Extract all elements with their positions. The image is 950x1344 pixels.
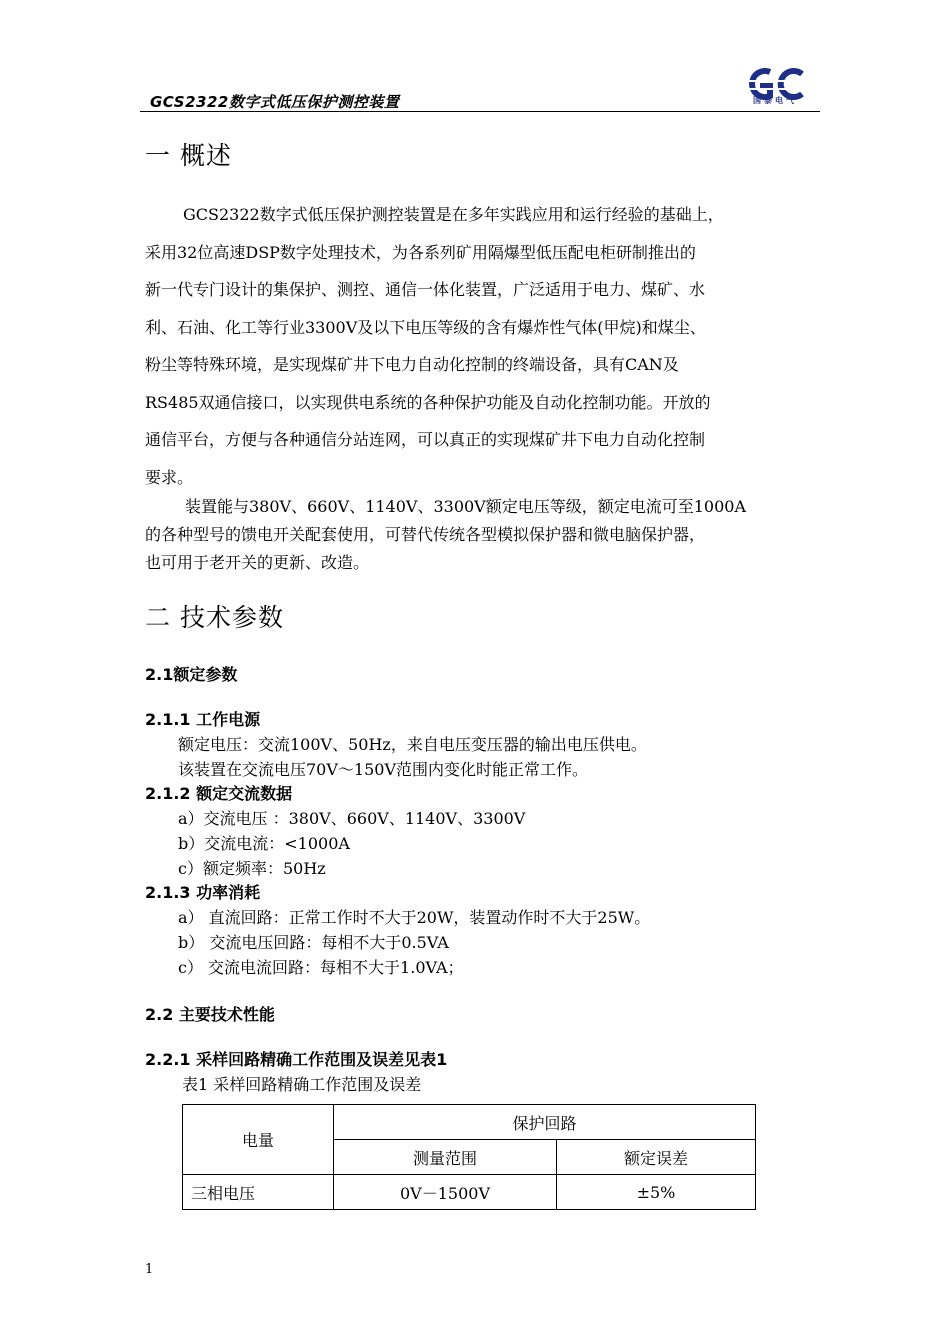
paragraph-line: 采用32位高速DSP数字处理技术，为各系列矿用隔爆型低压配电柜研制推出的: [145, 242, 696, 262]
paragraph-line: 新一代专门设计的集保护、测控、通信一体化装置，广泛适用于电力、煤矿、水: [145, 280, 706, 299]
overview-paragraph-1: [145, 196, 817, 496]
table-header-cell: 测量范围: [334, 1140, 557, 1175]
table-header-cell: 额定误差: [557, 1140, 756, 1175]
header-divider: [140, 111, 820, 112]
list-item: a）交流电压 ：380V、660V、1140V、3300V: [178, 809, 526, 828]
list-item: c）额定频率：50Hz: [178, 859, 326, 878]
list-item: c） 交流电流回路：每相不大于1.0VA；: [178, 958, 464, 977]
subsection-heading-2-1-1: 2.1.1 工作电源: [145, 710, 261, 729]
subsection-heading-2-1: 2.1额定参数: [145, 665, 238, 684]
subsection-heading-2-2-1: 2.2.1 采样回路精确工作范围及误差见表1: [145, 1050, 448, 1069]
header-title: GCS2322数字式低压保护测控装置: [150, 93, 400, 111]
sampling-range-table: [182, 1104, 756, 1210]
table-cell: 三相电压: [183, 1175, 334, 1210]
paragraph-line: 的各种型号的馈电开关配套使用，可替代传统各型模拟保护器和微电脑保护器，: [145, 525, 706, 544]
paragraph-line: 要求。: [145, 467, 194, 487]
paragraph-line: RS485双通信接口，以实现供电系统的各种保护功能及自动化控制功能。开放的: [145, 392, 711, 412]
paragraph-line: 也可用于老开关的更新、改造。: [145, 553, 370, 572]
table-header-cell: 电量: [183, 1105, 334, 1175]
table-cell: 0V－1500V: [334, 1175, 557, 1210]
subsection-heading-2-1-3: 2.1.3 功率消耗: [145, 883, 261, 902]
paragraph-line: 装置能与380V、660V、1140V、3300V额定电压等级，额定电流可至1000A: [185, 497, 747, 516]
paragraph-line: 利、石油、化工等行业3300V及以下电压等级的含有爆炸性气体(甲烷)和煤尘、: [145, 317, 706, 337]
text-line: 该装置在交流电压70V～150V范围内变化时能正常工作。: [178, 760, 589, 779]
table-header-cell: 保护回路: [334, 1105, 756, 1140]
paragraph-line: 通信平台，方便与各种通信分站连网，可以真正的实现煤矿井下电力自动化控制: [145, 430, 706, 449]
table-row: [183, 1175, 756, 1210]
list-item: a） 直流回路：正常工作时不大于20W，装置动作时不大于25W。: [178, 908, 651, 927]
page-number: 1: [145, 1262, 154, 1277]
logo-text: 国泰电气: [753, 96, 797, 105]
paragraph-line: 粉尘等特殊环境，是实现煤矿井下电力自动化控制的终端设备，具有CAN及: [145, 355, 679, 374]
overview-paragraph-2: [145, 493, 817, 577]
text-line: 额定电压：交流100V、50Hz，来自电压变压器的输出电压供电。: [178, 735, 647, 754]
section-heading-technical-parameters: 二 技术参数: [145, 603, 284, 632]
table-caption: 表1 采样回路精确工作范围及误差: [182, 1075, 422, 1094]
paragraph-line: GCS2322数字式低压保护测控装置是在多年实践应用和运行经验的基础上，: [183, 205, 724, 224]
subsection-heading-2-1-2: 2.1.2 额定交流数据: [145, 784, 293, 803]
subsection-heading-2-2: 2.2 主要技术性能: [145, 1005, 275, 1024]
table-header-row: [183, 1105, 756, 1140]
list-item: b） 交流电压回路：每相不大于0.5VA: [178, 933, 449, 952]
section-heading-overview: 一 概述: [145, 141, 232, 170]
list-item: b）交流电流：<1000A: [178, 834, 350, 853]
table-cell: ±5%: [557, 1175, 756, 1210]
